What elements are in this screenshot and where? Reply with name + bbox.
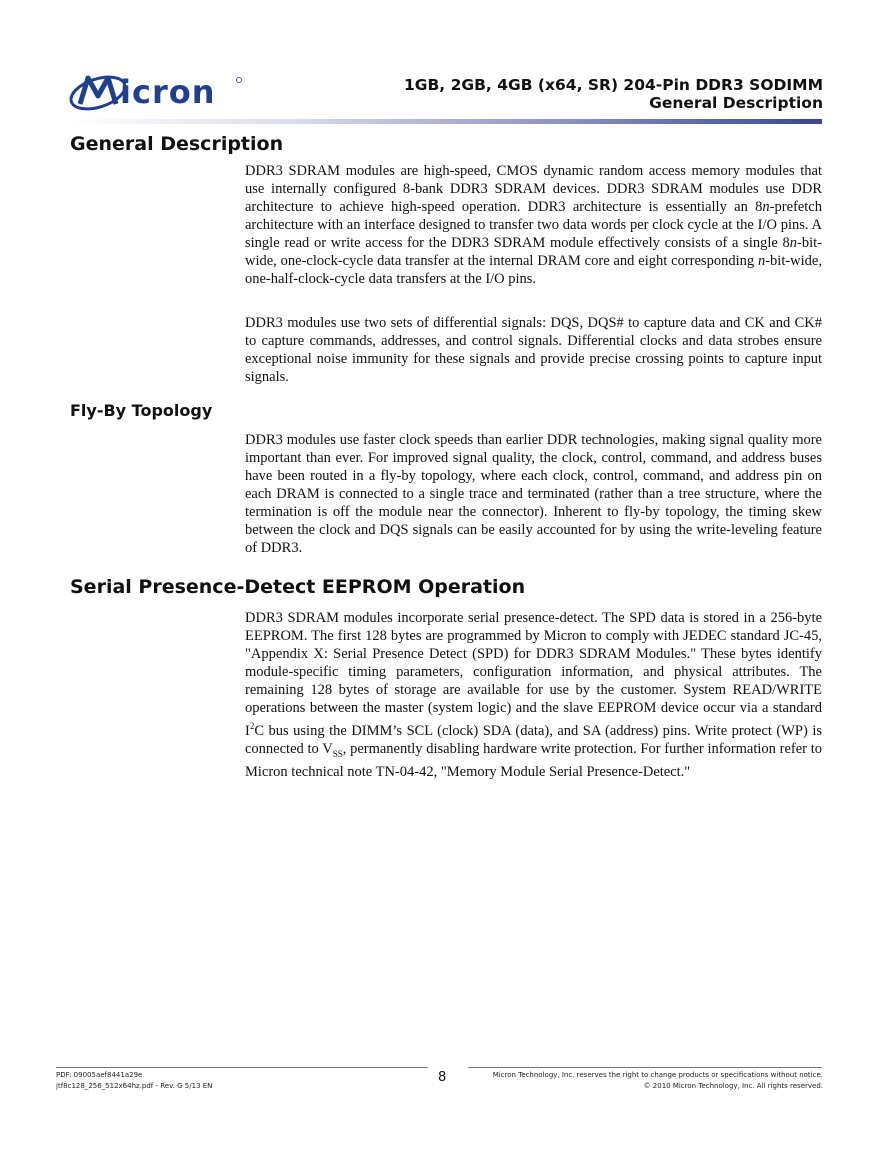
footer-rule-right <box>468 1067 822 1068</box>
text-run: DDR3 SDRAM modules are high-speed, CMOS dynamic random access memory modules that use internally configured 8-bank DDR3 SDRAM devices. DDR3 SDRAM modules use DDR architecture to achieve high-speed operation. DDR3 architecture is essentially an 8 <box>245 163 822 215</box>
text-run: DDR3 SDRAM modules incorporate serial presence-detect. The SPD data is stored in a 256-byte EEPROM. The first 128 bytes are programmed by Micron to comply with JEDEC standard JC-45, "Appendix X: Serial Presence Detect (SPD) for DDR3 SDRAM Modules." These bytes identify module-specific timing parameters, configuration information, and physical attributes. The remaining 128 bytes of storage are available for use by the customer. System READ/WRITE operations between the master (system logic) and the slave EEPROM device occur via a standard I <box>245 610 822 739</box>
section-heading-spd-eeprom: Serial Presence-Detect EEPROM Operation <box>70 576 526 598</box>
general-description-paragraph-1 <box>245 162 822 288</box>
section-heading-fly-by-topology: Fly-By Topology <box>70 401 213 420</box>
text-run: C bus using the DIMM’s SCL (clock) SDA (data), and SA (address) pins. Write protect (WP) is connected to V <box>245 722 822 757</box>
subscript: SS <box>332 748 343 759</box>
italic-n: n <box>762 199 770 215</box>
header-title-line1: 1GB, 2GB, 4GB (x64, SR) 204-Pin DDR3 SODIMM <box>403 76 823 94</box>
document-header-title <box>404 76 823 112</box>
general-description-paragraph-2: DDR3 modules use two sets of differential signals: DQS, DQS# to capture data and CK and CK# to capture commands, addresses, and control signals. Differential clocks and data strobes ensure exceptional noise immunity for these signals and provide precise crossing points to capture input signals. <box>245 315 822 385</box>
italic-n: n <box>789 235 798 251</box>
footer-rule-left <box>56 1067 428 1068</box>
micron-logo <box>68 66 243 112</box>
footer-pdf-id: PDF: 09005aef8441a29e <box>56 1071 143 1079</box>
text-run: , permanently disabling hardware write protection. For further information refer to Micron technical note TN-04-42, "Memory Module Serial Presence-Detect." <box>245 740 822 780</box>
footer-notice: Micron Technology, Inc. reserves the right to change products or specifications without notice. <box>492 1071 823 1079</box>
header-title-line2: General Description <box>649 94 823 112</box>
superscript: 2 <box>249 721 255 731</box>
fly-by-topology-paragraph: DDR3 modules use faster clock speeds than earlier DDR technologies, making signal quality more important than ever. For improved signal quality, the clock, control, command, and address buses have been routed in a fly-by topology, where each clock, control, command, and address pin on each DRAM is connected to a single trace and terminated (rather than a tree structure, where the termination is off the module near the connector). Inherent to fly-by topology, the timing skew between the clock and DQS signals can be easily accounted for by using the write-leveling feature of DDR3. <box>245 432 822 556</box>
text-run: -prefetch architecture with an interface designed to transfer two data words per clock cycle at the I/O pins. A single read or write access for the DDR3 SDRAM module effectively consists of a single 8 <box>245 199 822 251</box>
spd-eeprom-paragraph <box>245 609 822 781</box>
section-heading-general-description: General Description <box>70 133 284 155</box>
header-gradient-rule <box>70 119 822 124</box>
svg-text:icron: icron <box>120 73 216 111</box>
text-run: -bit-wide, one-half-clock-cycle data transfers at the I/O pins. <box>245 253 822 287</box>
footer-filename: jtf8c128_256_512x64hz.pdf - Rev. G 5/13 EN <box>56 1082 213 1090</box>
text-run: -bit-wide, one-clock-cycle data transfer at the internal DRAM core and eight corresponding <box>245 235 822 269</box>
footer-legal <box>493 1070 823 1092</box>
page-number: 8 <box>438 1070 447 1085</box>
italic-n: n <box>757 253 766 269</box>
footer-document-info <box>56 1070 212 1092</box>
footer-copyright: © 2010 Micron Technology, Inc. All rights reserved. <box>643 1082 823 1090</box>
